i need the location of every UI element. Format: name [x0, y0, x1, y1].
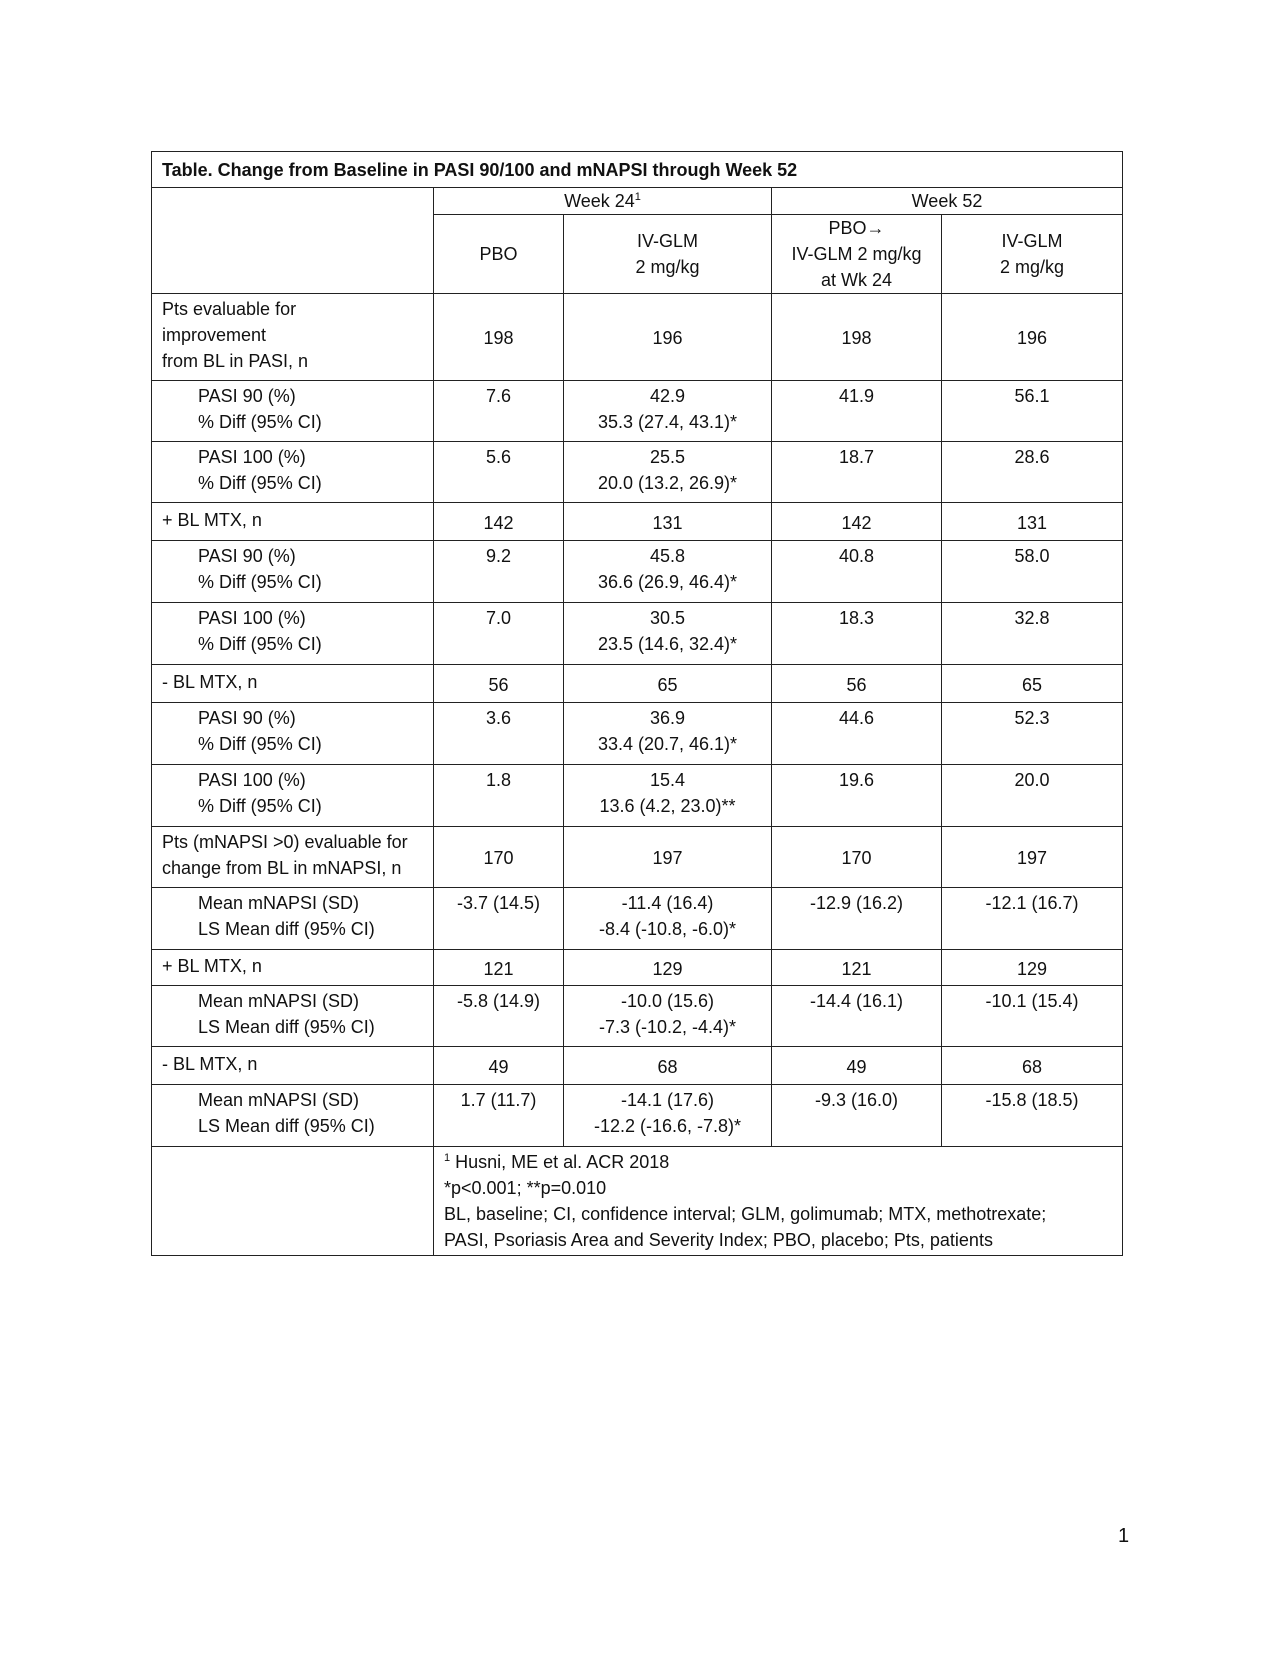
data-cell [772, 888, 942, 950]
data-cell [942, 381, 1123, 442]
table-row [152, 1085, 1123, 1147]
data-cell [772, 986, 942, 1047]
cell-value: 170 [483, 848, 514, 868]
cell-value: -14.4 (16.1) [809, 991, 904, 1011]
cell-value: 196 [1016, 328, 1048, 348]
cell-value: -10.1 (15.4) [985, 991, 1079, 1011]
column-header [772, 215, 942, 294]
cell-value: 121 [841, 958, 872, 979]
column-header-line: IV-GLM [636, 231, 698, 251]
data-cell [564, 986, 772, 1047]
row-label-line: PASI 100 (%) [198, 608, 306, 628]
column-header [942, 215, 1123, 294]
footnote-abbreviations-1: BL, baseline; CI, confidence interval; GLM, golimumab; MTX, methotrexate; [444, 1204, 1047, 1224]
cell-value: 65 [1021, 674, 1043, 695]
data-cell [564, 1047, 772, 1085]
cell-value: 121 [483, 958, 514, 979]
row-label-line: PASI 100 (%) [198, 770, 306, 790]
row-label-line: % Diff (95% CI) [198, 796, 322, 816]
cell-value: 20.0 [1014, 770, 1050, 790]
data-cell [772, 294, 942, 381]
data-cell [942, 703, 1123, 765]
data-cell [564, 888, 772, 950]
cell-value: -11.4 (16.4) [621, 893, 714, 913]
footnotes [434, 1147, 1123, 1256]
cell-value: 58.0 [1014, 546, 1050, 566]
data-cell [434, 1085, 564, 1147]
row-label-line: PASI 100 (%) [198, 447, 306, 467]
data-cell [772, 703, 942, 765]
group-label: Week 24 [564, 191, 635, 211]
cell-value: 198 [483, 328, 514, 348]
footnote-significance: *p<0.001; **p=0.010 [444, 1178, 607, 1198]
table-row [152, 986, 1123, 1047]
row-label-line: Pts (mNAPSI >0) evaluable for [162, 832, 408, 852]
row-label [152, 294, 434, 381]
data-cell [434, 765, 564, 827]
cell-value: -15.8 (18.5) [985, 1090, 1079, 1110]
row-label [152, 1085, 434, 1147]
cell-value: 7.0 [485, 608, 512, 628]
cell-value: 3.6 [485, 708, 512, 728]
cell-value: 68 [1021, 1056, 1043, 1077]
group-header-row [152, 188, 1123, 215]
row-label-line: change from BL in mNAPSI, n [162, 858, 402, 878]
cell-value: 196 [652, 328, 683, 348]
cell-value: 7.6 [485, 386, 512, 406]
row-label-line: PASI 90 (%) [198, 546, 296, 566]
table-row [152, 703, 1123, 765]
table-row [152, 827, 1123, 888]
row-label-line: LS Mean diff (95% CI) [198, 919, 375, 939]
cell-value: 44.6 [838, 708, 875, 728]
column-header-line: IV-GLM [1001, 231, 1063, 251]
data-cell [434, 442, 564, 503]
row-label-line: LS Mean diff (95% CI) [198, 1017, 375, 1037]
data-cell [942, 665, 1123, 703]
row-label-line: - BL MTX, n [162, 1053, 258, 1074]
row-label-line: % Diff (95% CI) [198, 412, 322, 432]
data-cell [772, 1085, 942, 1147]
row-label [152, 765, 434, 827]
row-label-line: Pts evaluable for [162, 299, 297, 319]
data-cell [942, 986, 1123, 1047]
cell-value: 18.3 [838, 608, 875, 628]
table-row [152, 503, 1123, 541]
row-label-line: from BL in PASI, n [162, 351, 309, 371]
row-label-line: improvement [162, 325, 267, 345]
data-cell [942, 294, 1123, 381]
data-cell [434, 603, 564, 665]
data-cell [434, 1047, 564, 1085]
row-label-line: PASI 90 (%) [198, 386, 296, 406]
data-cell [942, 827, 1123, 888]
table-row [152, 765, 1123, 827]
data-cell [434, 986, 564, 1047]
cell-value: 28.6 [1014, 447, 1050, 467]
row-label-line: + BL MTX, n [162, 955, 262, 976]
cell-value: 131 [1016, 512, 1048, 533]
footnote-row [152, 1147, 1123, 1256]
table-row [152, 541, 1123, 603]
cell-difference: -12.2 (-16.6, -7.8)* [593, 1116, 742, 1136]
cell-difference: 35.3 (27.4, 43.1)* [597, 412, 738, 432]
data-cell [772, 541, 942, 603]
column-header-line: PBO→ [828, 218, 885, 238]
cell-value: 52.3 [1014, 708, 1050, 728]
data-cell [564, 381, 772, 442]
cell-difference: 36.6 (26.9, 46.4)* [597, 572, 738, 592]
row-label [152, 986, 434, 1047]
row-label [152, 950, 434, 986]
row-label-line: - BL MTX, n [162, 671, 258, 692]
table-row [152, 294, 1123, 381]
data-cell [434, 665, 564, 703]
column-header-line: 2 mg/kg [635, 257, 700, 277]
cell-value: -14.1 (17.6) [620, 1090, 715, 1110]
cell-value: 65 [657, 674, 678, 695]
data-cell [564, 665, 772, 703]
table-row [152, 442, 1123, 503]
cell-value: 5.6 [485, 447, 512, 467]
cell-value: 142 [483, 512, 514, 533]
table-row [152, 381, 1123, 442]
title-row [152, 152, 1123, 188]
table-row [152, 603, 1123, 665]
page-number: 1 [1118, 1525, 1130, 1547]
group-header-week24 [434, 188, 772, 215]
data-cell [564, 1085, 772, 1147]
data-cell [942, 1047, 1123, 1085]
header-blank-cell [152, 188, 434, 294]
data-cell [564, 703, 772, 765]
data-cell [772, 665, 942, 703]
column-header-line: PBO [479, 244, 518, 264]
column-header [434, 215, 564, 294]
cell-value: -12.9 (16.2) [809, 893, 904, 913]
row-label-line: % Diff (95% CI) [198, 572, 322, 592]
row-label [152, 888, 434, 950]
row-label-line: PASI 90 (%) [198, 708, 296, 728]
data-cell [564, 603, 772, 665]
data-cell [942, 442, 1123, 503]
cell-value: 41.9 [838, 386, 875, 406]
data-cell [772, 442, 942, 503]
cell-difference: -7.3 (-10.2, -4.4)* [598, 1017, 737, 1037]
data-cell [434, 541, 564, 603]
row-label-line: LS Mean diff (95% CI) [198, 1116, 375, 1136]
cell-difference: 20.0 (13.2, 26.9)* [597, 473, 738, 493]
cell-difference: 13.6 (4.2, 23.0)** [599, 796, 736, 816]
cell-value: 15.4 [649, 770, 686, 790]
cell-value: 142 [841, 512, 872, 533]
table-title: Table. Change from Baseline in PASI 90/100 and mNAPSI through Week 52 [152, 152, 1123, 188]
cell-value: 129 [1016, 958, 1048, 979]
column-header-line: IV-GLM 2 mg/kg [791, 244, 922, 264]
table-row [152, 950, 1123, 986]
data-cell [942, 765, 1123, 827]
cell-value: -12.1 (16.7) [985, 893, 1079, 913]
data-cell [434, 703, 564, 765]
column-header-line: 2 mg/kg [999, 257, 1065, 277]
data-cell [564, 294, 772, 381]
row-label-line: % Diff (95% CI) [198, 734, 322, 754]
data-cell [942, 950, 1123, 986]
row-label [152, 665, 434, 703]
cell-value: 68 [657, 1056, 678, 1077]
reference-text: Husni, ME et al. ACR 2018 [455, 1152, 670, 1172]
cell-value: 197 [1016, 848, 1048, 868]
row-label-line: + BL MTX, n [162, 509, 262, 530]
row-label [152, 827, 434, 888]
data-cell [564, 827, 772, 888]
data-cell [434, 827, 564, 888]
cell-value: 131 [652, 512, 683, 533]
cell-value: 42.9 [649, 386, 686, 406]
data-cell [434, 888, 564, 950]
footnote-abbreviations-2: PASI, Psoriasis Area and Severity Index; PBO, placebo; Pts, patients [444, 1230, 993, 1250]
cell-value: -10.0 (15.6) [620, 991, 715, 1011]
data-cell [942, 603, 1123, 665]
data-cell [942, 1085, 1123, 1147]
data-cell [772, 765, 942, 827]
data-cell [772, 503, 942, 541]
cell-value: -5.8 (14.9) [456, 991, 541, 1011]
row-label-line: Mean mNAPSI (SD) [198, 1090, 360, 1110]
data-cell [772, 1047, 942, 1085]
footnote-blank-cell [152, 1147, 434, 1256]
cell-value: 9.2 [485, 546, 512, 566]
data-cell [564, 442, 772, 503]
column-header-line: at Wk 24 [820, 270, 893, 290]
row-label-line: % Diff (95% CI) [198, 634, 322, 654]
data-cell [772, 381, 942, 442]
cell-value: 36.9 [649, 708, 686, 728]
cell-value: 30.5 [649, 608, 686, 628]
data-cell [772, 950, 942, 986]
cell-value: 18.7 [838, 447, 875, 467]
data-cell [564, 503, 772, 541]
footnote-reference [444, 1149, 1112, 1175]
row-label [152, 1047, 434, 1085]
cell-value: 1.7 (11.7) [460, 1090, 537, 1110]
cell-difference: -8.4 (-10.8, -6.0)* [598, 919, 737, 939]
table-row [152, 665, 1123, 703]
table-row [152, 888, 1123, 950]
data-cell [942, 888, 1123, 950]
cell-value: 56 [488, 674, 509, 695]
cell-difference: 33.4 (20.7, 46.1)* [597, 734, 738, 754]
row-label [152, 381, 434, 442]
cell-value: 45.8 [649, 546, 686, 566]
cell-value: 49 [488, 1056, 509, 1077]
data-cell [942, 503, 1123, 541]
cell-value: 32.8 [1014, 608, 1050, 628]
row-label [152, 703, 434, 765]
row-label [152, 541, 434, 603]
cell-value: 19.6 [838, 770, 875, 790]
footnote-marker: 1 [634, 191, 641, 203]
data-cell [564, 765, 772, 827]
row-label [152, 442, 434, 503]
cell-value: 40.8 [838, 546, 875, 566]
cell-value: -9.3 (16.0) [814, 1090, 899, 1110]
cell-value: -3.7 (14.5) [456, 893, 541, 913]
cell-value: 25.5 [649, 447, 686, 467]
cell-value: 56.1 [1014, 386, 1050, 406]
row-label-line: Mean mNAPSI (SD) [198, 893, 360, 913]
table-row [152, 1047, 1123, 1085]
cell-value: 56 [846, 674, 867, 695]
data-cell [434, 294, 564, 381]
cell-value: 1.8 [485, 770, 512, 790]
data-cell [564, 950, 772, 986]
cell-value: 170 [841, 848, 872, 868]
cell-value: 129 [652, 958, 683, 979]
data-cell [434, 503, 564, 541]
row-label-line: % Diff (95% CI) [198, 473, 322, 493]
column-header [564, 215, 772, 294]
results-table [151, 151, 1123, 1256]
footnote-marker: 1 [444, 1152, 451, 1164]
group-label: Week 52 [911, 191, 983, 211]
data-cell [772, 827, 942, 888]
data-cell [942, 541, 1123, 603]
data-cell [434, 950, 564, 986]
cell-difference: 23.5 (14.6, 32.4)* [597, 634, 738, 654]
cell-value: 198 [841, 328, 872, 348]
row-label-line: Mean mNAPSI (SD) [198, 991, 360, 1011]
data-cell [564, 541, 772, 603]
cell-value: 49 [846, 1056, 867, 1077]
row-label [152, 503, 434, 541]
data-cell [434, 381, 564, 442]
group-header-week52 [772, 188, 1123, 215]
row-label [152, 603, 434, 665]
data-cell [772, 603, 942, 665]
cell-value: 197 [652, 848, 683, 868]
